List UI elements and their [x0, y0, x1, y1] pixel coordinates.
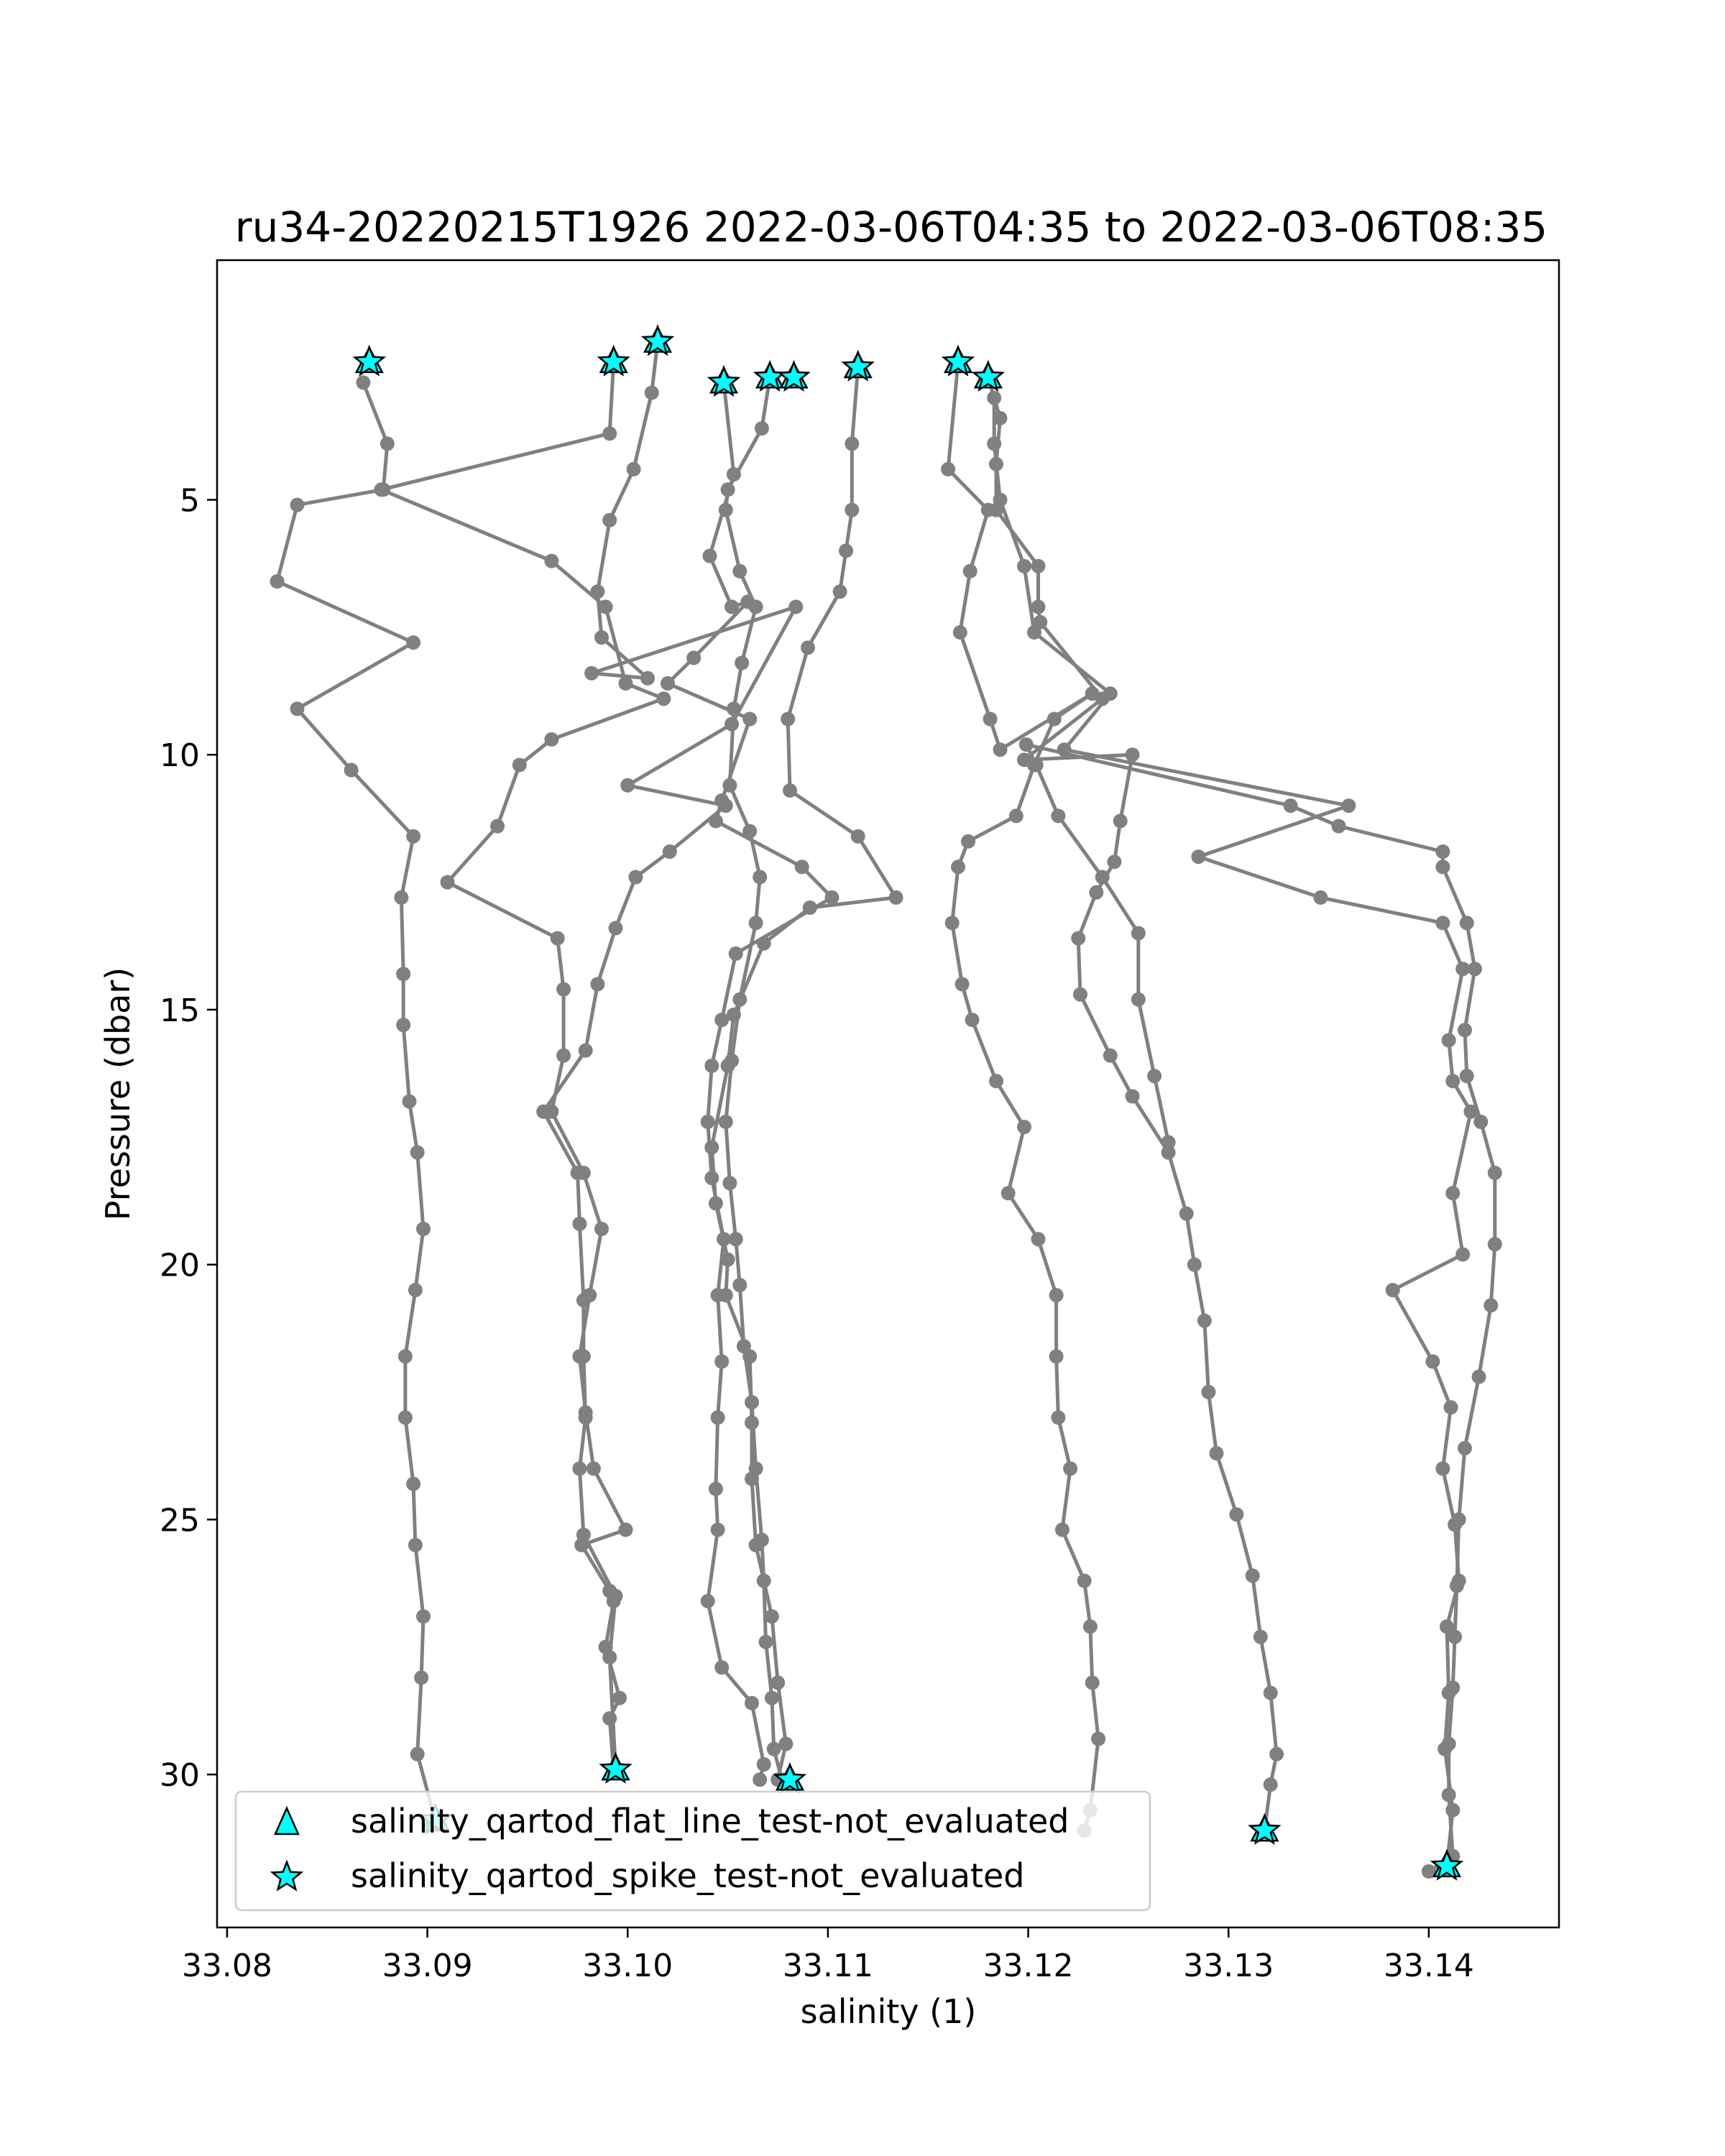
data-point — [396, 967, 410, 981]
data-point — [803, 900, 817, 915]
data-point — [1450, 1579, 1464, 1593]
data-point — [765, 1691, 779, 1705]
data-point — [749, 1538, 763, 1552]
data-point — [490, 819, 505, 834]
data-point — [1460, 1069, 1474, 1083]
data-point — [719, 1288, 733, 1302]
data-point — [729, 1232, 743, 1246]
y-axis-label: Pressure (dbar) — [98, 967, 137, 1221]
data-point — [1009, 808, 1024, 823]
data-point — [645, 386, 659, 400]
data-point — [755, 421, 769, 436]
data-point — [745, 1472, 759, 1486]
data-point — [951, 860, 965, 874]
data-point — [408, 1538, 423, 1552]
data-point — [594, 1222, 609, 1236]
data-point — [833, 584, 847, 599]
data-point — [551, 931, 565, 946]
data-point — [1455, 1248, 1470, 1262]
data-point — [1458, 1441, 1472, 1455]
data-point — [1051, 808, 1065, 823]
data-point — [993, 493, 1008, 507]
data-point — [749, 599, 763, 614]
data-point — [556, 1049, 571, 1063]
data-point — [1103, 686, 1118, 701]
data-point — [983, 712, 998, 727]
data-point — [851, 829, 865, 844]
data-point — [1445, 1074, 1460, 1088]
data-point — [406, 1477, 420, 1491]
data-point — [825, 890, 840, 905]
data-point — [1001, 1186, 1016, 1200]
data-point — [704, 1059, 719, 1073]
data-point — [993, 742, 1008, 757]
data-point — [1386, 1283, 1400, 1297]
data-point — [602, 1650, 617, 1664]
data-point — [721, 482, 735, 497]
data-point — [1201, 1385, 1215, 1399]
data-point — [640, 671, 655, 686]
data-point — [1442, 1033, 1456, 1048]
data-point — [1445, 1186, 1460, 1200]
data-point — [1488, 1166, 1502, 1180]
data-point — [410, 1146, 425, 1160]
data-point — [788, 599, 803, 614]
data-point — [571, 1166, 585, 1180]
data-point — [1264, 1686, 1278, 1700]
data-point — [398, 1349, 413, 1363]
data-point — [576, 1528, 591, 1542]
data-point — [686, 650, 701, 665]
data-point — [414, 1670, 428, 1685]
data-point — [1162, 1135, 1176, 1149]
data-point — [1017, 1120, 1031, 1134]
data-point — [628, 870, 643, 885]
data-point — [344, 763, 359, 778]
data-point — [602, 513, 617, 528]
data-point — [753, 1772, 767, 1787]
data-point — [612, 1691, 627, 1705]
data-point — [1210, 1446, 1224, 1460]
data-point — [722, 1176, 737, 1190]
data-point — [396, 1018, 410, 1032]
data-point — [594, 630, 609, 645]
data-point — [1179, 1207, 1194, 1221]
data-point — [989, 1074, 1003, 1088]
data-point — [1460, 916, 1474, 930]
data-point — [270, 574, 285, 589]
data-point — [1063, 1462, 1077, 1476]
data-point — [1435, 916, 1450, 930]
y-tick-label: 25 — [160, 1502, 200, 1539]
data-point — [1031, 599, 1046, 614]
y-tick-label: 10 — [160, 737, 200, 775]
data-point — [941, 462, 955, 476]
data-point — [1442, 1737, 1456, 1751]
data-point — [1332, 819, 1346, 834]
data-point — [576, 1293, 591, 1307]
data-point — [1229, 1507, 1243, 1521]
data-point — [1019, 737, 1034, 752]
data-point — [1191, 849, 1205, 864]
x-tick-label: 33.10 — [582, 1948, 673, 1984]
data-point — [701, 1594, 715, 1608]
data-point — [714, 1355, 729, 1369]
data-point — [1085, 1675, 1100, 1690]
data-point — [1047, 712, 1062, 727]
data-point — [745, 1416, 759, 1430]
data-point — [757, 1757, 771, 1772]
data-point — [721, 1059, 735, 1073]
data-point — [735, 656, 749, 671]
data-point — [1473, 1115, 1488, 1129]
data-point — [1435, 1462, 1450, 1476]
data-point — [536, 1105, 551, 1119]
data-point — [1103, 1049, 1118, 1063]
data-point — [711, 1523, 725, 1537]
data-point — [1055, 1523, 1070, 1537]
data-point — [1452, 1512, 1466, 1526]
data-point — [661, 676, 675, 691]
data-point — [663, 844, 677, 859]
data-point — [714, 1660, 729, 1674]
data-point — [987, 391, 1001, 405]
y-tick-label: 20 — [160, 1247, 200, 1284]
data-point — [1442, 1788, 1456, 1802]
data-point — [845, 436, 859, 451]
data-point — [576, 1349, 591, 1363]
data-point — [544, 732, 558, 747]
data-point — [778, 1737, 793, 1751]
data-point — [579, 1044, 593, 1058]
data-point — [590, 584, 604, 599]
data-point — [544, 554, 558, 568]
data-point — [512, 757, 527, 772]
data-point — [1269, 1747, 1284, 1761]
data-point — [1029, 757, 1044, 772]
data-point — [1187, 1258, 1202, 1272]
data-point — [742, 824, 757, 839]
data-point — [704, 1171, 719, 1185]
data-point — [722, 778, 737, 793]
data-point — [729, 946, 743, 961]
data-point — [1246, 1569, 1260, 1583]
x-tick-label: 33.08 — [181, 1948, 272, 1984]
data-point — [1031, 1232, 1046, 1246]
data-point — [732, 564, 747, 579]
data-point — [961, 834, 975, 849]
data-point — [965, 1013, 980, 1027]
data-point — [845, 503, 859, 517]
data-point — [1027, 625, 1041, 640]
data-point — [1445, 1681, 1460, 1695]
data-point — [724, 599, 739, 614]
data-point — [374, 482, 389, 497]
data-point — [1126, 1089, 1140, 1104]
data-point — [619, 1523, 633, 1537]
data-point — [579, 1411, 593, 1425]
data-point — [742, 1349, 757, 1363]
x-tick-label: 33.09 — [382, 1948, 473, 1984]
data-point — [584, 666, 599, 681]
data-point — [1147, 1069, 1162, 1083]
data-point — [1083, 1619, 1098, 1634]
data-point — [1073, 987, 1087, 1002]
data-point — [711, 1411, 725, 1425]
data-point — [402, 1095, 417, 1109]
data-point — [656, 691, 671, 706]
data-point — [1488, 1237, 1502, 1251]
data-point — [889, 890, 903, 905]
data-point — [1031, 559, 1046, 573]
x-tick-label: 33.12 — [983, 1948, 1074, 1984]
y-tick-label: 30 — [160, 1757, 200, 1795]
data-point — [742, 712, 757, 727]
data-point — [627, 462, 641, 476]
data-point — [783, 783, 797, 798]
chart-title: ru34-20220215T1926 2022-03-06T04:35 to 2022-03-06T08:35 — [234, 203, 1548, 252]
data-point — [380, 436, 395, 451]
data-point — [732, 1278, 747, 1292]
data-point — [709, 814, 723, 828]
data-point — [356, 375, 370, 390]
data-point — [1341, 798, 1356, 813]
data-point — [586, 1462, 601, 1476]
data-point — [1049, 1288, 1064, 1302]
data-point — [609, 1589, 623, 1603]
data-point — [1484, 1298, 1498, 1312]
data-point — [719, 1115, 733, 1129]
data-point — [704, 1141, 719, 1155]
data-point — [406, 829, 420, 844]
data-point — [1089, 885, 1103, 900]
data-point — [1107, 854, 1121, 869]
data-point — [1435, 844, 1450, 859]
x-tick-label: 33.14 — [1383, 1948, 1474, 1984]
y-tick-label: 15 — [160, 992, 200, 1029]
data-point — [1284, 798, 1298, 813]
data-point — [727, 701, 741, 716]
data-point — [1049, 1349, 1064, 1363]
data-point — [1264, 1777, 1278, 1792]
data-point — [987, 436, 1001, 451]
data-point — [441, 875, 455, 890]
data-point — [1444, 1400, 1458, 1414]
data-point — [406, 635, 420, 650]
data-point — [1071, 931, 1085, 946]
data-point — [745, 1696, 759, 1710]
data-point — [1017, 559, 1031, 573]
legend — [236, 1792, 1150, 1910]
legend-label-spike: salinity_qartod_spike_test-not_evaluated — [351, 1856, 1025, 1895]
data-point — [801, 640, 815, 655]
legend-label-flat-line: salinity_qartod_flat_line_test-not_evaluated — [351, 1802, 1070, 1841]
data-point — [1313, 890, 1328, 905]
x-tick-label: 33.11 — [782, 1948, 873, 1984]
data-point — [572, 1217, 586, 1231]
data-point — [1131, 926, 1146, 941]
data-point — [290, 498, 305, 512]
data-point — [953, 625, 967, 640]
data-point — [1468, 962, 1482, 976]
data-point — [963, 564, 978, 579]
data-point — [1113, 814, 1128, 828]
data-point — [1458, 1023, 1472, 1037]
data-point — [1126, 747, 1140, 762]
y-tick-label: 5 — [180, 482, 200, 520]
data-point — [572, 1462, 586, 1476]
data-point — [1254, 1630, 1268, 1644]
data-point — [1131, 992, 1146, 1007]
data-point — [1077, 1574, 1092, 1588]
data-point — [945, 916, 960, 930]
data-point — [410, 1747, 425, 1761]
data-point — [714, 793, 729, 808]
data-point — [394, 890, 408, 905]
data-point — [416, 1609, 431, 1623]
data-point — [757, 936, 771, 951]
data-point — [839, 543, 853, 558]
data-point — [609, 921, 623, 935]
data-point — [770, 1675, 785, 1690]
data-point — [703, 549, 717, 563]
data-point — [701, 1115, 715, 1129]
data-point — [1197, 1314, 1212, 1328]
data-point — [721, 1253, 735, 1267]
data-point — [727, 1008, 741, 1022]
data-point — [1095, 870, 1110, 885]
data-point — [753, 870, 767, 885]
data-point — [781, 712, 795, 727]
x-axis-label: salinity (1) — [800, 1992, 977, 2031]
data-point — [408, 1283, 423, 1297]
data-point — [765, 1609, 779, 1623]
data-point — [1448, 1630, 1462, 1644]
data-point — [556, 982, 571, 997]
data-point — [398, 1411, 413, 1425]
data-point — [620, 778, 635, 793]
x-tick-label: 33.13 — [1183, 1948, 1274, 1984]
data-point — [709, 1197, 723, 1211]
data-point — [602, 426, 617, 441]
data-point — [719, 503, 733, 517]
data-point — [290, 701, 305, 716]
data-point — [749, 916, 763, 930]
data-point — [1425, 1355, 1440, 1369]
data-point — [1091, 1732, 1105, 1746]
data-point — [416, 1222, 431, 1236]
data-point — [1435, 860, 1450, 874]
data-point — [955, 977, 970, 992]
data-point — [590, 977, 604, 992]
data-point — [1051, 1411, 1065, 1425]
data-point — [759, 1635, 773, 1649]
data-point — [1472, 1370, 1486, 1384]
data-point — [709, 1482, 723, 1496]
data-point — [795, 860, 809, 874]
